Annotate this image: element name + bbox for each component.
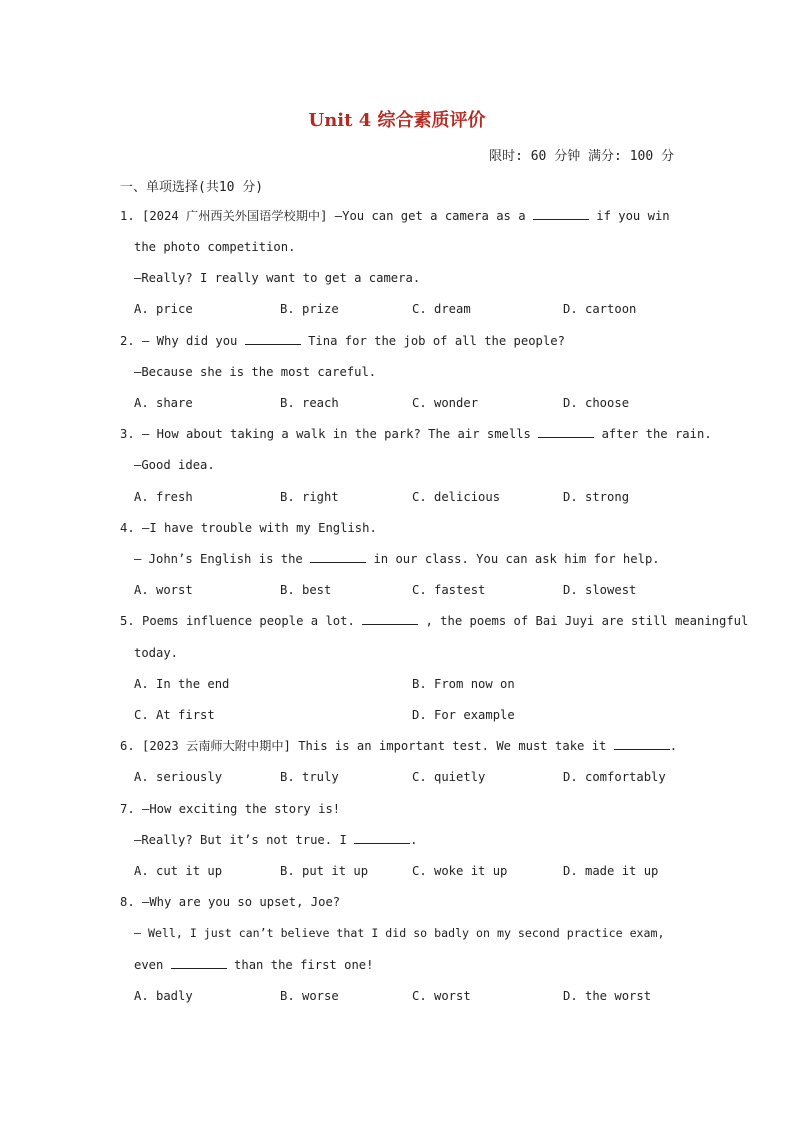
- question-2-option-b: B. reach: [280, 396, 339, 410]
- time-limit: 限时: 60 分钟 满分: 100 分: [489, 149, 674, 164]
- answer-blank: [354, 833, 410, 844]
- question-6-option-d: D. comfortably: [563, 770, 666, 784]
- question-2-option-a: A. share: [134, 396, 193, 410]
- answer-blank: [171, 958, 227, 969]
- question-3-option-b: B. right: [280, 490, 339, 504]
- question-6-option-c: C. quietly: [412, 770, 486, 784]
- question-5-option-d: D. For example: [412, 708, 515, 722]
- page-title: Unit 4 综合素质评价: [308, 110, 486, 131]
- question-4-option-b: B. best: [280, 583, 332, 597]
- question-5-option-a: A. In the end: [134, 677, 230, 691]
- question-4-stem: 4. —I have trouble with my English.: [120, 521, 377, 535]
- question-4-option-a: A. worst: [134, 583, 193, 597]
- answer-blank: [245, 334, 301, 345]
- question-8-option-a: A. badly: [134, 989, 193, 1003]
- question-7-option-a: A. cut it up: [134, 864, 223, 878]
- question-8-reply: — Well, I just can’t believe that I did so badly on my second practice exam,: [134, 926, 665, 940]
- question-5-continuation: today.: [134, 646, 179, 660]
- section-heading: 一、单项选择(共10 分): [120, 180, 264, 195]
- question-2-stem: 2. — Why did you Tina for the job of all the people?: [120, 334, 565, 348]
- question-7-reply: —Really? But it’s not true. I .: [134, 833, 418, 847]
- question-8-stem: 8. —Why are you so upset, Joe?: [120, 895, 341, 909]
- question-3-reply: —Good idea.: [134, 458, 215, 472]
- answer-blank: [310, 552, 366, 563]
- question-7-option-b: B. put it up: [280, 864, 369, 878]
- question-3-option-c: C. delicious: [412, 490, 501, 504]
- question-1-option-b: B. prize: [280, 302, 339, 316]
- question-2-option-d: D. choose: [563, 396, 630, 410]
- question-8-option-b: B. worse: [280, 989, 339, 1003]
- answer-blank: [362, 614, 418, 625]
- question-1-continuation: the photo competition.: [134, 240, 296, 254]
- question-4-reply: — John’s English is the in our class. You can ask him for help.: [134, 552, 660, 566]
- question-3-option-a: A. fresh: [134, 490, 193, 504]
- answer-blank: [533, 209, 589, 220]
- question-7-stem: 7. —How exciting the story is!: [120, 802, 341, 816]
- question-5-option-b: B. From now on: [412, 677, 515, 691]
- question-6-option-a: A. seriously: [134, 770, 223, 784]
- question-1-reply: —Really? I really want to get a camera.: [134, 271, 421, 285]
- question-8-option-d: D. the worst: [563, 989, 652, 1003]
- question-5-stem: 5. Poems influence people a lot. , the poems of Bai Juyi are still meaningful: [120, 614, 749, 628]
- answer-blank: [538, 427, 594, 438]
- question-8-continuation: even than the first one!: [134, 958, 374, 972]
- question-3-stem: 3. — How about taking a walk in the park? The air smells after the rain.: [120, 427, 712, 441]
- question-6-stem: 6. [2023 云南师大附中期中] This is an important test. We must take it .: [120, 739, 678, 753]
- question-1-stem: 1. [2024 广州西关外国语学校期中] —You can get a camera as a if you win: [120, 209, 670, 223]
- question-4-option-d: D. slowest: [563, 583, 637, 597]
- question-8-option-c: C. worst: [412, 989, 471, 1003]
- question-5-option-c: C. At first: [134, 708, 215, 722]
- question-2-option-c: C. wonder: [412, 396, 479, 410]
- answer-blank: [614, 739, 670, 750]
- question-7-option-c: C. woke it up: [412, 864, 508, 878]
- question-4-option-c: C. fastest: [412, 583, 486, 597]
- question-6-option-b: B. truly: [280, 770, 339, 784]
- question-1-option-c: C. dream: [412, 302, 471, 316]
- question-3-option-d: D. strong: [563, 490, 630, 504]
- question-1-option-d: D. cartoon: [563, 302, 637, 316]
- question-1-option-a: A. price: [134, 302, 193, 316]
- question-7-option-d: D. made it up: [563, 864, 659, 878]
- question-2-reply: —Because she is the most careful.: [134, 365, 377, 379]
